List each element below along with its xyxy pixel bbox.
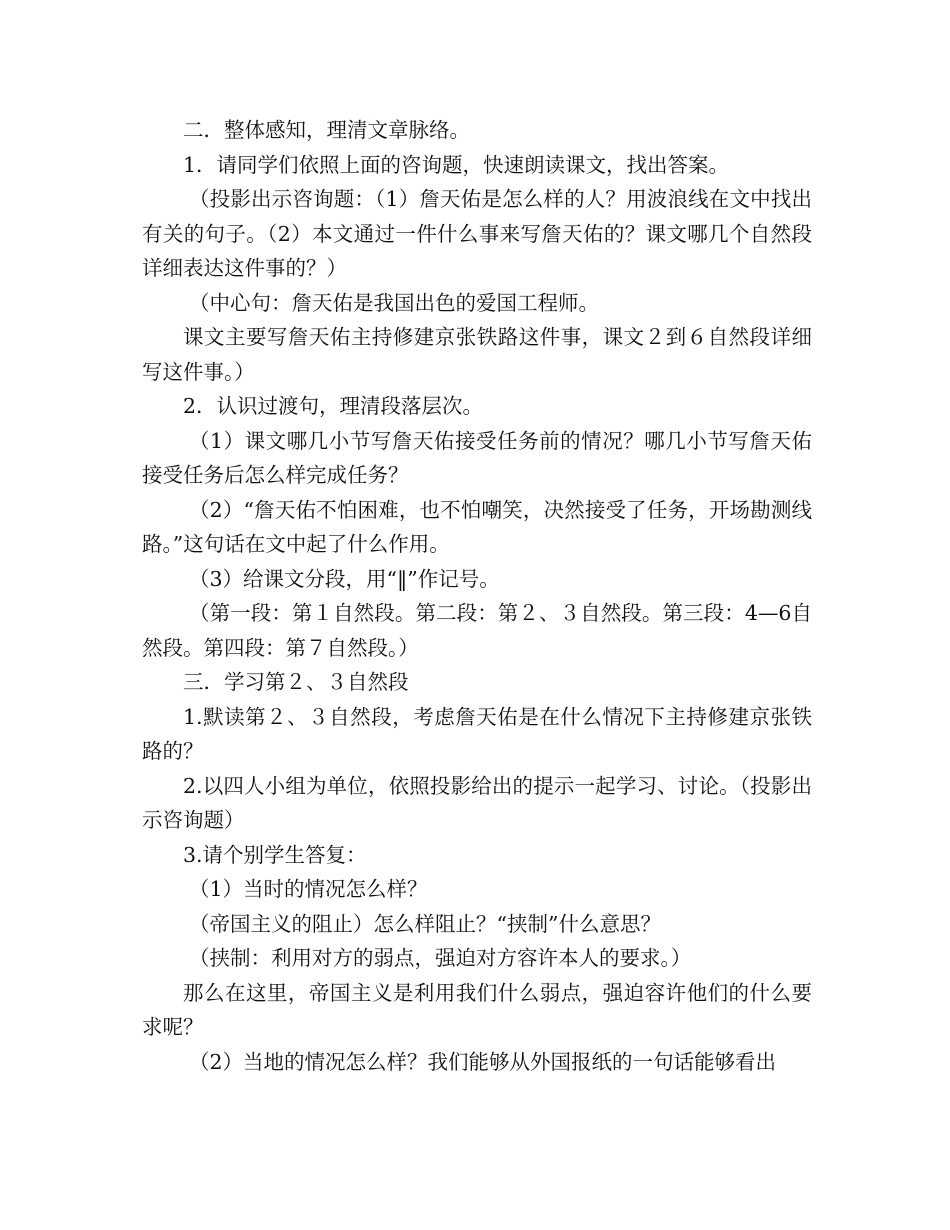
paragraph-questions: （投影出示咨询题：（1）詹天佑是怎么样的人？用波浪线在文中找出有关的句子。（2）本文通过一件什么事来写詹天佑的？课文哪几个自然段详细表达这件事的？） <box>142 187 812 280</box>
paragraph-sub-question-1: （1）当时的情况怎么样？ <box>189 877 428 901</box>
paragraph-task-2: 2．认识过渡句，理清段落层次。 <box>183 394 484 418</box>
section-heading-2: 二．整体感知，理清文章脉络。 <box>183 118 470 142</box>
paragraph-definition: （挟制：利用对方的弱点，强迫对方容许本人的要求。） <box>189 946 692 970</box>
paragraph-question-3: （3）给课文分段，用“‖”作记号。 <box>189 566 500 591</box>
paragraph-step-3: 3.请个别学生答复： <box>183 842 367 867</box>
paragraph-step-2: 2.以四人小组为单位，依照投影给出的提示一起学习、讨论。（投影出示咨询题） <box>142 773 812 832</box>
paragraph-main-content: 课文主要写詹天佑主持修建京张铁路这件事，课文２到６自然段详细写这件事。） <box>142 325 812 384</box>
paragraph-central-sentence: （中心句：詹天佑是我国出色的爱国工程师。 <box>189 290 599 315</box>
paragraph-follow-up: 那么在这里，帝国主义是利用我们什么弱点，强迫容许他们的什么要求呢？ <box>142 980 812 1039</box>
paragraph-task-1: 1．请同学们依照上面的咨询题，快速朗读课文，找出答案。 <box>183 152 730 177</box>
paragraph-question-2: （2）“詹天佑不怕困难，也不怕嘲笑，决然接受了任务，开场勘测线路。”这句话在文中起了什么作用。 <box>142 497 812 556</box>
paragraph-question-1: （1）课文哪几小节写詹天佑接受任务前的情况？哪几小节写詹天佑接受任务后怎么样完成任务？ <box>142 428 812 487</box>
paragraph-imperialism: （帝国主义的阻止）怎么样阻止？“挟制”什么意思？ <box>189 911 661 936</box>
section-heading-3: 三．学习第２、３自然段 <box>183 670 409 694</box>
paragraph-segments: （第一段：第１自然段。第二段：第２、３自然段。第三段：4—6自然段。第四段：第７自然段。） <box>142 601 812 660</box>
paragraph-sub-question-2: （2）当地的情况怎么样？我们能够从外国报纸的一句话能够看出 <box>189 1049 777 1074</box>
document-body <box>142 113 812 1079</box>
paragraph-step-1: 1.默读第２、３自然段，考虑詹天佑是在什么情况下主持修建京张铁路的？ <box>142 704 812 763</box>
